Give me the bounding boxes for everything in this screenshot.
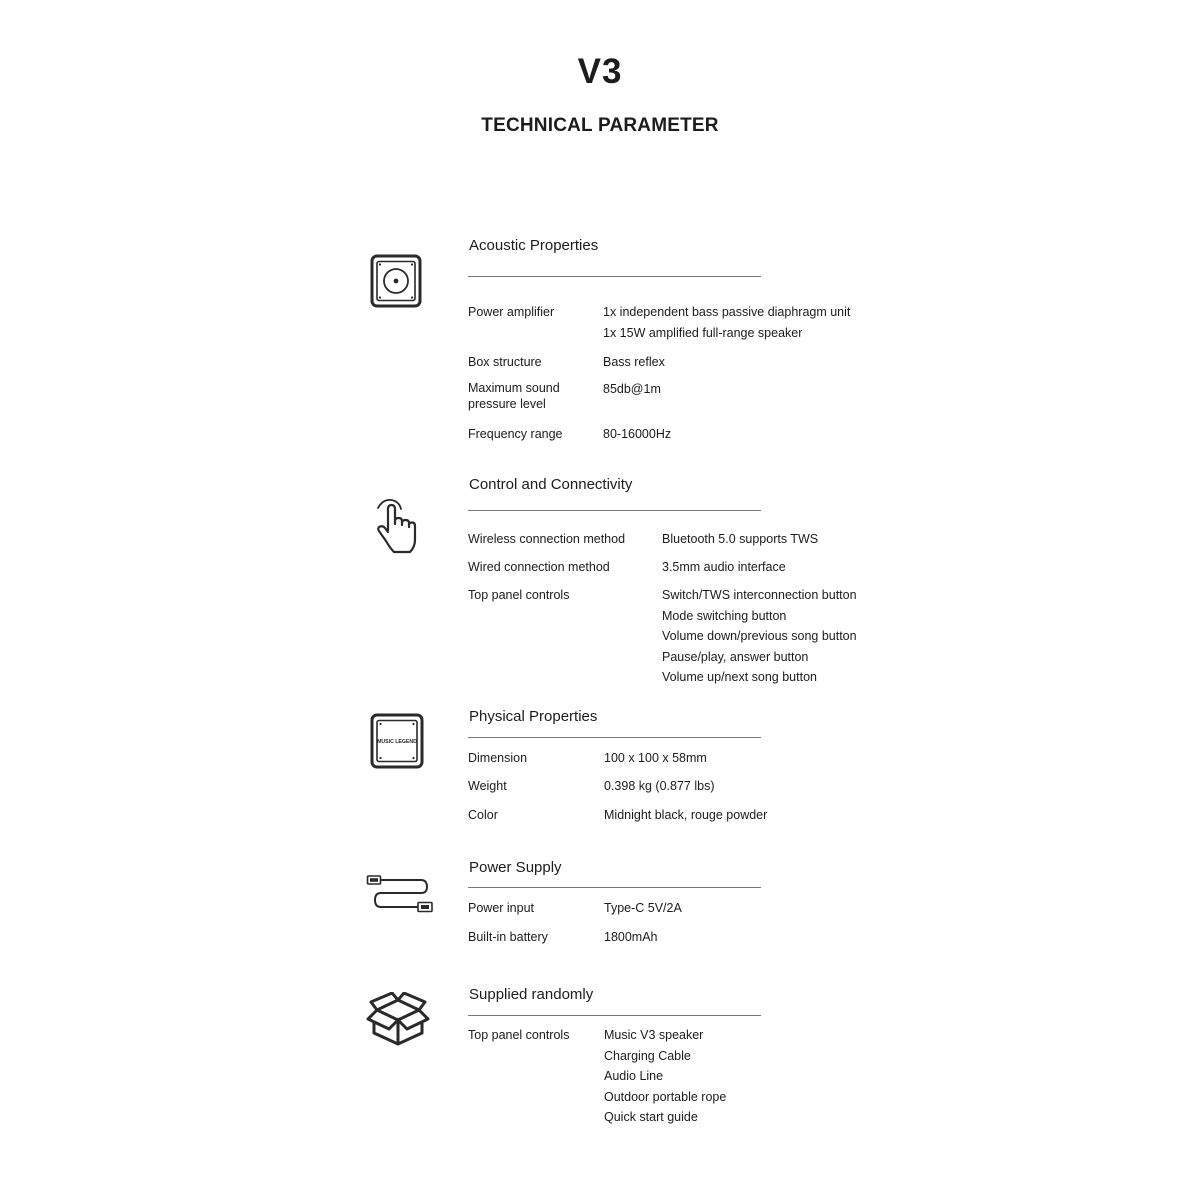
section-title-control: Control and Connectivity: [469, 476, 633, 493]
spec-label: Maximum sound pressure level: [468, 381, 560, 411]
spec-label: Frequency range: [468, 427, 563, 441]
spec-value: 85db@1m: [603, 382, 661, 396]
spec-label: Weight: [468, 779, 507, 793]
spec-value: Bluetooth 5.0 supports TWS: [662, 532, 819, 546]
section-title-supplied: Supplied randomly: [469, 986, 594, 1003]
section-title-physical: Physical Properties: [469, 708, 598, 725]
spec-value: Quick start guide: [604, 1110, 698, 1124]
open-box-icon: [365, 992, 431, 1046]
spec-value: 1x 15W amplified full-range speaker: [603, 325, 803, 340]
section-title-acoustic: Acoustic Properties: [469, 237, 599, 254]
spec-label: Built-in battery: [468, 930, 548, 944]
spec-value: Switch/TWS interconnection button: [662, 588, 857, 602]
spec-value: Volume down/previous song button: [662, 629, 857, 643]
section-divider: [468, 276, 761, 277]
spec-label: Dimension: [468, 751, 528, 765]
spec-value: Audio Line: [604, 1069, 664, 1083]
spec-value: Charging Cable: [604, 1048, 691, 1063]
spec-label: Wireless connection method: [468, 532, 626, 546]
page-subtitle: TECHNICAL PARAMETER: [481, 115, 719, 136]
spec-value: Midnight black, rouge powder: [604, 808, 768, 822]
page-title: V3: [577, 52, 623, 91]
usb-cable-icon: [366, 873, 434, 915]
spec-value: 100 x 100 x 58mm: [604, 751, 707, 765]
spec-value: Mode switching button: [662, 608, 787, 623]
spec-value: 3.5mm audio interface: [662, 560, 786, 574]
speaker-box-icon: [370, 713, 424, 769]
spec-value: Bass reflex: [603, 355, 665, 369]
spec-label: Color: [468, 808, 498, 822]
spec-value: 80-16000Hz: [603, 427, 672, 441]
spec-value: Type-C 5V/2A: [604, 901, 682, 915]
section-title-power: Power Supply: [469, 859, 562, 876]
section-divider: [468, 510, 761, 511]
spec-value: Music V3 speaker: [604, 1028, 704, 1042]
spec-value: Volume up/next song button: [662, 670, 817, 684]
section-divider: [468, 887, 761, 888]
spec-label: Power input: [468, 901, 535, 915]
spec-value: Pause/play, answer button: [662, 649, 809, 664]
section-divider: [468, 1015, 761, 1016]
speaker-front-icon: [370, 254, 422, 308]
spec-label: Power amplifier: [468, 305, 555, 319]
spec-label: Wired connection method: [468, 560, 610, 574]
spec-value: 0.398 kg (0.877 lbs): [604, 779, 715, 793]
spec-value: 1x independent bass passive diaphragm unit: [603, 305, 851, 319]
spec-label: Top panel controls: [468, 588, 570, 602]
spec-value: Outdoor portable rope: [604, 1089, 727, 1104]
touch-hand-icon: [374, 498, 418, 556]
spec-value: 1800mAh: [604, 930, 658, 944]
spec-label: Box structure: [468, 355, 542, 369]
section-divider: [468, 737, 761, 738]
speaker-logo-text: MUSIC LEGEND: [377, 739, 417, 745]
spec-label: Top panel controls: [468, 1028, 570, 1042]
